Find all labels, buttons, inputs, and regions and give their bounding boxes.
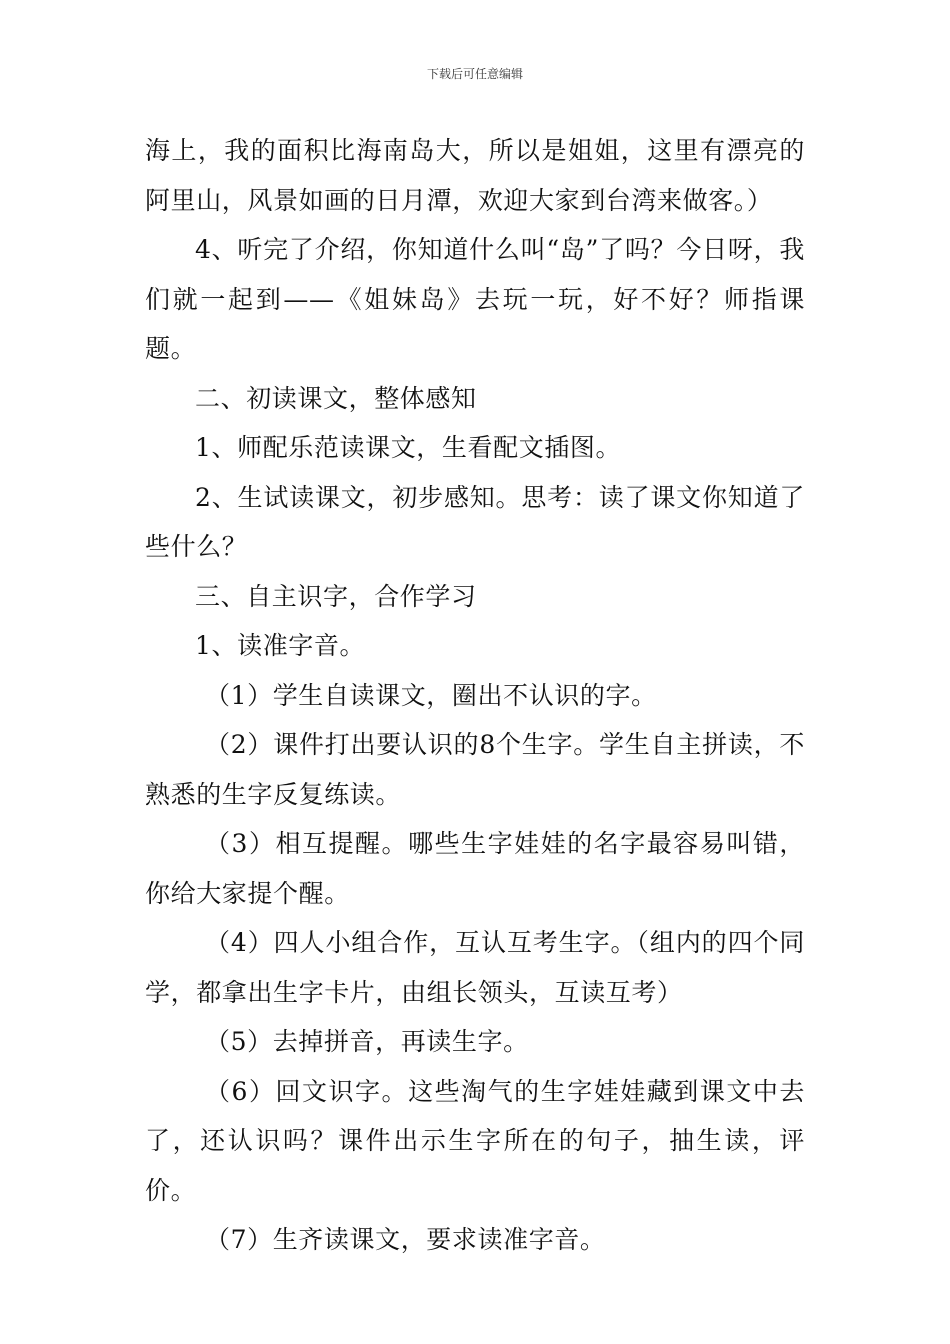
paragraph-continuation: 海上，我的面积比海南岛大，所以是姐姐，这里有漂亮的阿里山，风景如画的日月潭，欢迎大家到台湾来做客。） bbox=[145, 136, 805, 215]
section-heading-first-reading: 二、初读课文，整体感知 bbox=[195, 383, 477, 413]
paragraph-student-reading: 2、生试读课文，初步感知。思考：读了课文你知道了些什么？ bbox=[145, 482, 805, 561]
paragraph-pronunciation: 1、读准字音。 bbox=[195, 631, 366, 660]
list-item-4: （4）四人小组合作，互认互考生字。（组内的四个同学，都拿出生字卡片，由组长领头，互读互考） bbox=[145, 928, 805, 1007]
list-item-6: （6）回文识字。这些淘气的生字娃娃藏到课文中去了，还认识吗？课件出示生字所在的句子，抽生读，评价。 bbox=[145, 1076, 805, 1205]
page-header: 下载后可任意编辑 bbox=[426, 67, 523, 81]
paragraph-intro-question: 4、听完了介绍，你知道什么叫“岛”了吗？今日呀，我们就一起到——《姐妹岛》去玩一玩，好不好？师指课题。 bbox=[145, 235, 805, 363]
list-item-3: （3）相互提醒。哪些生字娃娃的名字最容易叫错，你给大家提个醒。 bbox=[145, 829, 805, 908]
paragraph-teacher-reading: 1、师配乐范读课文，生看配文插图。 bbox=[195, 433, 622, 462]
list-item-5: （5）去掉拼音，再读生字。 bbox=[205, 1027, 529, 1056]
list-item-2: （2）课件打出要认识的8个生字。学生自主拼读，不熟悉的生字反复练读。 bbox=[145, 730, 805, 809]
section-heading-self-study: 三、自主识字，合作学习 bbox=[195, 581, 477, 611]
list-item-1: （1）学生自读课文，圈出不认识的字。 bbox=[205, 680, 657, 710]
list-item-7: （7）生齐读课文，要求读准字音。 bbox=[205, 1225, 606, 1254]
document-body bbox=[145, 126, 805, 1265]
